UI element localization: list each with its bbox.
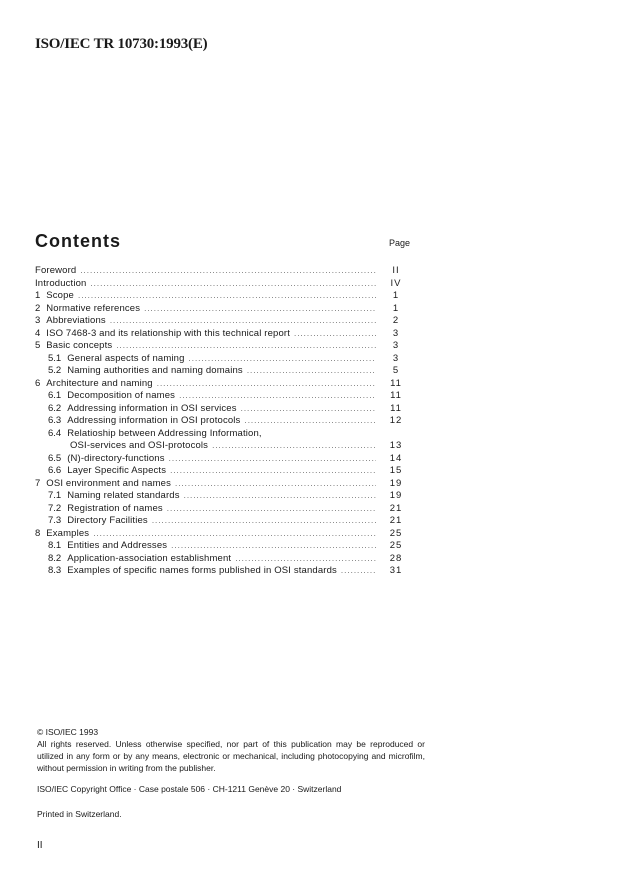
toc-entry-number: 7.3 bbox=[48, 515, 62, 526]
toc-entry[interactable] bbox=[35, 503, 410, 516]
toc-entry-label: Examples bbox=[46, 527, 90, 539]
dot-leader bbox=[235, 553, 376, 566]
rights-notice: All rights reserved. Unless otherwise specified, nor part of this publication may be reproduced or utilized in any form or by any means, electronic or mechanical, including photocopying and microfilm, without permission in writing from the publisher. bbox=[37, 739, 425, 773]
toc-entry-page: 2 bbox=[392, 315, 400, 326]
toc-entry-label: (N)-directory-functions bbox=[67, 452, 165, 464]
toc-entry-label: Foreword bbox=[35, 265, 77, 276]
toc-entry-label: Abbreviations bbox=[46, 315, 106, 326]
toc-entry-label: Basic concepts bbox=[46, 340, 113, 351]
toc-entry-label: Directory Facilities bbox=[67, 515, 148, 526]
toc-entry[interactable] bbox=[35, 465, 410, 478]
toc-entry-page: 13 bbox=[389, 440, 403, 451]
toc-entry[interactable] bbox=[35, 378, 410, 391]
toc-entry-page: II bbox=[392, 265, 400, 276]
dot-leader bbox=[244, 415, 376, 428]
page-column-label: Page bbox=[389, 238, 411, 248]
toc-entry-page: 21 bbox=[389, 515, 403, 526]
toc-entry-number: 8.3 bbox=[48, 565, 62, 576]
toc-entry-page: 15 bbox=[389, 465, 403, 476]
dot-leader bbox=[116, 340, 376, 353]
toc-entry-label: Examples of specific names forms published in OSI standards bbox=[67, 565, 337, 576]
dot-leader bbox=[241, 403, 376, 416]
dot-leader bbox=[78, 290, 376, 303]
toc-entry-label: Introduction bbox=[35, 277, 87, 289]
toc-entry-number: 6.4 bbox=[48, 427, 62, 439]
dot-leader bbox=[341, 565, 376, 578]
dot-leader bbox=[189, 353, 376, 366]
toc-entry[interactable] bbox=[35, 453, 410, 466]
toc-entry[interactable] bbox=[35, 403, 410, 416]
toc-entry-page: 5 bbox=[392, 365, 400, 376]
toc-entry[interactable] bbox=[35, 390, 410, 403]
toc-entry[interactable] bbox=[35, 415, 410, 428]
toc-entry-number: 7.1 bbox=[48, 490, 62, 501]
toc-entry-label: Naming authorities and naming domains bbox=[67, 365, 243, 376]
printed-in: Printed in Switzerland. bbox=[37, 809, 122, 819]
document-id: ISO/IEC TR 10730:1993(E) bbox=[35, 36, 208, 52]
dot-leader bbox=[175, 478, 376, 491]
dot-leader bbox=[179, 390, 376, 403]
dot-leader bbox=[170, 465, 376, 478]
toc-entry-number: 6.2 bbox=[48, 402, 62, 414]
toc-entry-label: Addressing information in OSI protocols bbox=[67, 415, 241, 426]
toc-entry-page: 19 bbox=[389, 490, 403, 501]
copyright-office: ISO/IEC Copyright Office · Case postale 506 · CH-1211 Genève 20 · Switzerland bbox=[37, 784, 342, 794]
toc-entry[interactable] bbox=[35, 565, 410, 578]
dot-leader bbox=[171, 540, 376, 553]
toc-entry-page: 31 bbox=[389, 565, 403, 576]
dot-leader bbox=[167, 503, 376, 516]
toc-entry-label: Layer Specific Aspects bbox=[67, 465, 167, 476]
toc-entry-page: 1 bbox=[392, 302, 400, 314]
toc-entry-page: 1 bbox=[392, 290, 400, 301]
toc-entry[interactable] bbox=[35, 328, 410, 341]
toc-entry-label: Scope bbox=[46, 290, 74, 301]
toc-entry[interactable] bbox=[35, 440, 410, 453]
dot-leader bbox=[212, 440, 376, 453]
toc-entry-label: Entities and Addresses bbox=[67, 540, 168, 551]
toc-entry-page: 28 bbox=[389, 552, 403, 564]
toc-entry-label: OSI environment and names bbox=[46, 477, 171, 489]
toc-entry[interactable] bbox=[35, 278, 410, 291]
toc-entry-number: 6.3 bbox=[48, 415, 62, 426]
toc-entry[interactable] bbox=[35, 353, 410, 366]
toc-entry[interactable] bbox=[35, 515, 410, 528]
table-of-contents bbox=[35, 265, 410, 578]
toc-entry-label: Application-association establishment bbox=[67, 552, 232, 564]
copyright-block bbox=[37, 726, 425, 774]
dot-leader bbox=[144, 303, 376, 316]
toc-entry-number: 6.5 bbox=[48, 452, 62, 464]
toc-entry-number: 1 bbox=[35, 290, 41, 301]
toc-entry[interactable] bbox=[35, 303, 410, 316]
toc-entry[interactable] bbox=[35, 540, 410, 553]
toc-entry-label: Relatioship between Addressing Information, bbox=[67, 427, 262, 439]
toc-entry-number: 4 bbox=[35, 327, 41, 339]
toc-entry-number: 2 bbox=[35, 302, 41, 314]
toc-entry[interactable] bbox=[35, 553, 410, 566]
toc-entry-label: Decomposition of names bbox=[67, 390, 176, 401]
toc-entry-page: 25 bbox=[389, 527, 403, 539]
toc-entry[interactable] bbox=[35, 528, 410, 541]
toc-entry-number: 8.2 bbox=[48, 552, 62, 564]
toc-entry-label: General aspects of naming bbox=[67, 352, 185, 364]
toc-entry-page: 14 bbox=[389, 452, 403, 464]
toc-entry[interactable] bbox=[35, 340, 410, 353]
toc-entry-page: 11 bbox=[390, 377, 402, 389]
toc-entry-label: Naming related standards bbox=[67, 490, 180, 501]
dot-leader bbox=[152, 515, 376, 528]
toc-entry-number: 6.6 bbox=[48, 465, 62, 476]
toc-entry-page: 21 bbox=[389, 502, 403, 514]
toc-entry-number: 8 bbox=[35, 527, 41, 539]
dot-leader bbox=[110, 315, 376, 328]
toc-entry-number: 3 bbox=[35, 315, 41, 326]
toc-entry-page: 3 bbox=[392, 340, 400, 351]
toc-entry-number: 6 bbox=[35, 377, 41, 389]
toc-entry[interactable] bbox=[35, 478, 410, 491]
toc-entry-number: 7 bbox=[35, 477, 41, 489]
dot-leader bbox=[169, 453, 376, 466]
toc-entry-number: 6.1 bbox=[48, 390, 62, 401]
toc-entry-number: 5.2 bbox=[48, 365, 62, 376]
toc-entry-page: 12 bbox=[389, 415, 403, 426]
toc-entry-number: 8.1 bbox=[48, 540, 62, 551]
toc-entry[interactable] bbox=[35, 290, 410, 303]
toc-entry-page: 3 bbox=[392, 327, 400, 339]
toc-entry[interactable] bbox=[35, 265, 410, 278]
toc-entry-label: Architecture and naming bbox=[46, 377, 153, 389]
toc-entry-label: Registration of names bbox=[67, 502, 163, 514]
toc-entry[interactable] bbox=[35, 490, 410, 503]
dot-leader bbox=[294, 328, 376, 341]
dot-leader bbox=[157, 378, 376, 391]
toc-entry-page: 19 bbox=[389, 477, 403, 489]
contents-title: Contents bbox=[35, 231, 121, 251]
dot-leader bbox=[184, 490, 376, 503]
dot-leader bbox=[247, 365, 376, 378]
copyright-line: © ISO/IEC 1993 bbox=[37, 727, 99, 737]
toc-entry-page: 11 bbox=[390, 390, 402, 401]
toc-entry-label: ISO 7468-3 and its relationship with this technical report bbox=[46, 327, 290, 339]
dot-leader bbox=[93, 528, 376, 541]
page-number: II bbox=[37, 840, 43, 851]
toc-entry[interactable] bbox=[35, 428, 410, 441]
toc-entry-number: 5.1 bbox=[48, 352, 62, 364]
toc-entry-label: Normative references bbox=[46, 302, 141, 314]
toc-entry-label: OSI-services and OSI-protocols bbox=[70, 440, 209, 451]
toc-entry-page: 25 bbox=[389, 540, 403, 551]
toc-entry[interactable] bbox=[35, 315, 410, 328]
dot-leader bbox=[80, 265, 376, 278]
toc-entry-number: 7.2 bbox=[48, 502, 62, 514]
toc-entry-label: Addressing information in OSI services bbox=[67, 402, 237, 414]
toc-entry[interactable] bbox=[35, 365, 410, 378]
toc-entry-number: 5 bbox=[35, 340, 41, 351]
dot-leader bbox=[90, 278, 376, 291]
toc-entry-page: 3 bbox=[392, 352, 400, 364]
toc-entry-page: 11 bbox=[390, 402, 402, 414]
toc-entry-page: IV bbox=[390, 277, 402, 289]
